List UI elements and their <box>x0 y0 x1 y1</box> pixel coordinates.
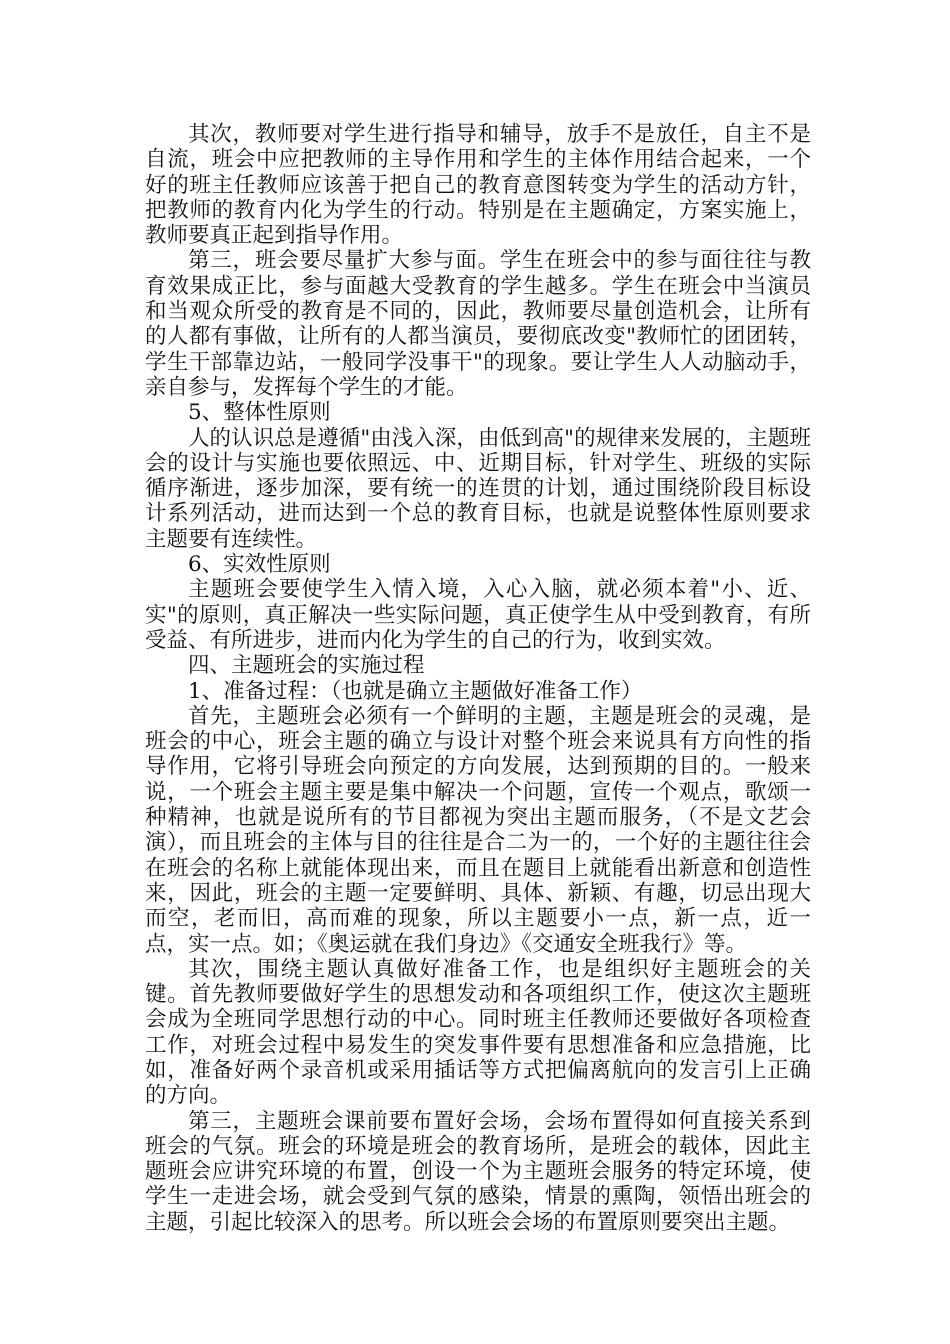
paragraph-venue: 第三，主题班会课前要布置好会场，会场布置得如何直接关系到班会的气氛。班会的环境是班会的教育场所，是班会的载体，因此主题班会应讲究环境的布置，创设一个为主题班会服务的特定环境，使学生一走进会场，就会受到气氛的感染，情景的熏陶，领悟出班会的主题，引起比较深入的思考。所以班会会场的布置原则要突出主题。 <box>145 1108 811 1235</box>
paragraph-theme: 首先，主题班会必须有一个鲜明的主题，主题是班会的灵魂，是班会的中心，班会主题的确立与设计对整个班会来说具有方向性的指导作用，它将引导班会向预定的方向发展，达到预期的目的。一般来说，一个班会主题主要是集中解决一个问题，宣传一个观点，歌颂一种精神，也就是说所有的节目都视为突出主题而服务，（不是文艺会演），而且班会的主体与目的往往是合二为一的，一个好的主题往往会在班会的名称上就能体现出来，而且在题目上就能看出新意和创造性来，因此，班会的主题一定要鲜明、具体、新颖、有趣，切忌出现大而空，老而旧，高而难的现象，所以主题要小一点，新一点，近一点，实一点。如；《奥运就在我们身边》《交通安全班我行》等。 <box>145 703 811 957</box>
paragraph-effectiveness: 主题班会要使学生入情入境，入心入脑，就必须本着"小、近、实"的原则，真正解决一些实际问题，真正使学生从中受到教育，有所受益、有所进步，进而内化为学生的自己的行为，收到实效。 <box>145 577 811 653</box>
heading-implementation-process: 四、主题班会的实施过程 <box>188 653 425 679</box>
heading-effectiveness-principle: 6、实效性原则 <box>188 552 331 578</box>
heading-integrity-principle: 5、整体性原则 <box>188 400 331 426</box>
paragraph-preparation: 其次，围绕主题认真做好准备工作，也是组织好主题班会的关键。首先教师要做好学生的思想发动和各项组织工作，使这次主题班会成为全班同学思想行动的中心。同时班主任教师还要做好各项检查工作，对班会过程中易发生的突发事件要有思想准备和应急措施，比如，准备好两个录音机或采用插话等方式把偏离航向的发言引上正确的方向。 <box>145 956 811 1109</box>
paragraph-guidance: 其次，教师要对学生进行指导和辅导，放手不是放任，自主不是自流，班会中应把教师的主导作用和学生的主体作用结合起来，一个好的班主任教师应该善于把自己的教育意图转变为学生的活动方针，把教师的教育内化为学生的行动。特别是在主题确定，方案实施上，教师要真正起到指导作用。 <box>145 122 811 249</box>
paragraph-participation: 第三，班会要尽量扩大参与面。学生在班会中的参与面往往与教育效果成正比，参与面越大受教育的学生越多。学生在班会中当演员和当观众所受的教育是不同的，因此，教师要尽量创造机会，让所有的人都有事做，让所有的人都当演员，要彻底改变"教师忙的团团转，学生干部靠边站，一般同学没事干"的现象。要让学生人人动脑动手，亲自参与，发挥每个学生的才能。 <box>145 248 811 400</box>
heading-preparation-process: 1、准备过程：（也就是确立主题做好准备工作） <box>188 678 643 704</box>
document-body <box>145 122 811 1235</box>
paragraph-integrity: 人的认识总是遵循"由浅入深，由低到高"的规律来发展的，主题班会的设计与实施也要依照远、中、近期目标，针对学生、班级的实际循序渐进，逐步加深，要有统一的连贯的计划，通过围绕阶段目标设计系列活动，进而达到一个总的教育目标，也就是说整体性原则要求主题要有连续性。 <box>145 425 811 552</box>
